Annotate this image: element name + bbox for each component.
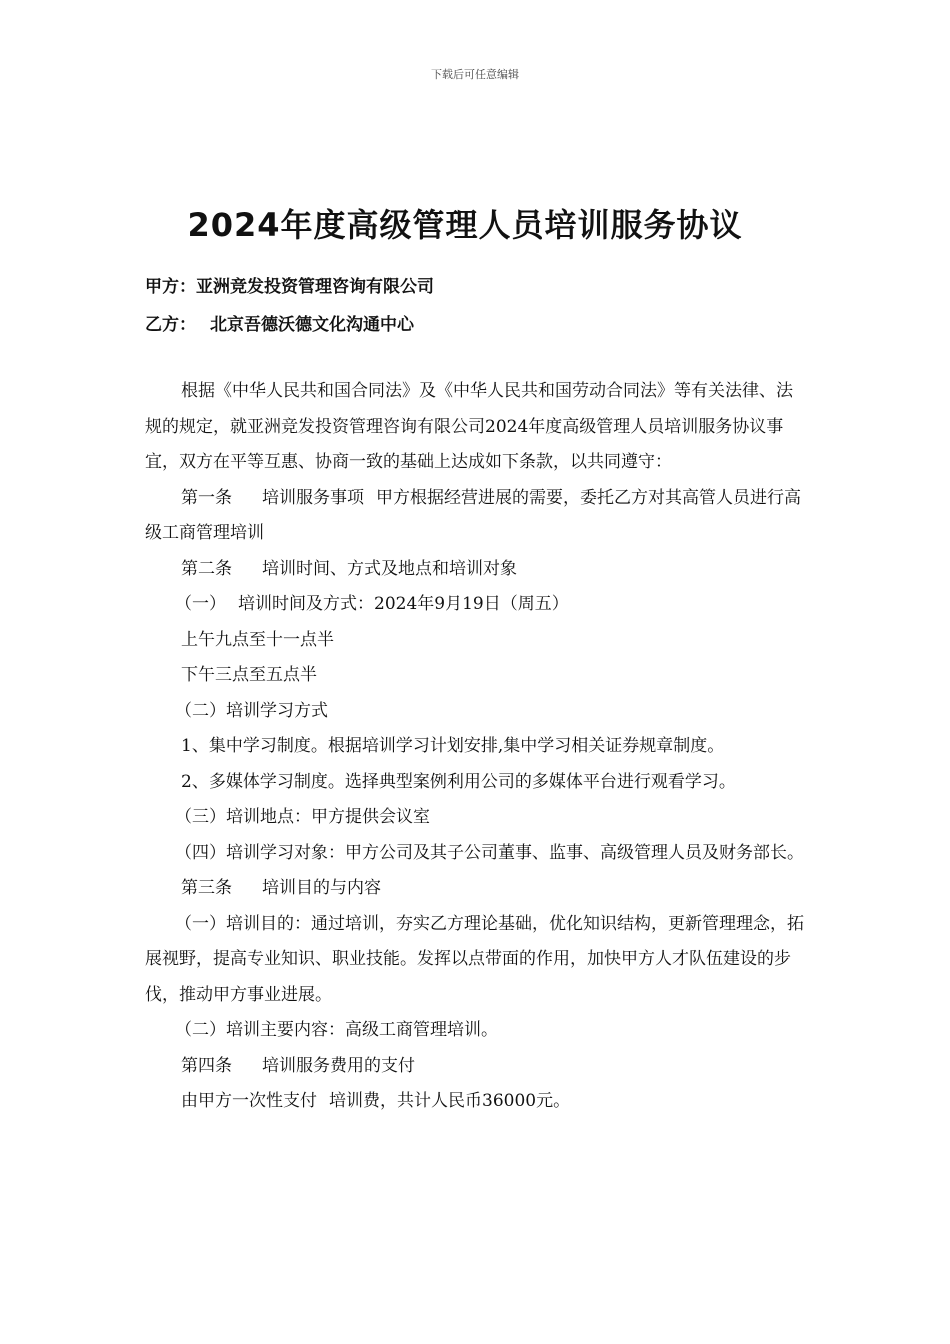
article-4-heading: 培训服务费用的支付 [262,1055,415,1076]
article-2-label: 第二条 [181,558,232,579]
article-4-payment-a: 由甲方一次性支付 [181,1091,317,1111]
party-a [145,272,434,297]
party-a-name: 亚洲竞发投资管理咨询有限公司 [196,277,434,297]
article-4-payment [145,1084,805,1120]
article-3 [145,871,805,907]
article-2-heading: 培训时间、方式及地点和培训对象 [262,558,517,579]
article-2-method-1: 1、集中学习制度。根据培训学习计划安排,集中学习相关证券规章制度。 [181,736,725,756]
article-2-afternoon: 下午三点至五点半 [181,665,317,685]
header-note: 下载后可任意编辑 [431,68,519,81]
article-2-audience: （四）培训学习对象：甲方公司及其子公司董事、监事、高级管理人员及财务部长。 [175,842,804,863]
article-2 [145,552,805,588]
party-a-label: 甲方： [145,277,196,297]
article-1-label: 第一条 [181,487,232,508]
party-b [145,310,414,335]
party-b-label: 乙方： [145,315,196,335]
article-1 [145,481,805,552]
article-2-time-text: 培训时间及方式：2024年9月19日（周五） [238,594,569,614]
preamble-paragraph: 根据《中华人民共和国合同法》及《中华人民共和国劳动合同法》等有关法律、法规的规定，就亚洲竞发投资管理咨询有限公司2024年度高级管理人员培训服务协议事宜，双方在平等互惠、协商一致的基础上达成如下条款，以共同遵守： [145,381,793,472]
article-2-method-heading: （二）培训学习方式 [175,700,328,721]
article-2-morning: 上午九点至十一点半 [181,629,334,650]
article-4 [145,1049,805,1085]
article-2-location: （三）培训地点：甲方提供会议室 [175,807,430,827]
article-1-heading: 培训服务事项 [262,487,364,508]
article-2-method-2: 2、多媒体学习制度。选择典型案例利用公司的多媒体平台进行观看学习。 [181,771,736,792]
article-3-heading: 培训目的与内容 [262,878,381,898]
article-4-label: 第四条 [181,1055,232,1076]
article-4-payment-b: 培训费，共计人民币36000元。 [329,1091,571,1111]
article-2-time-label: （一） [175,594,226,614]
article-1-text: 甲方根据经营进展的需要，委托乙方对其高管人员进行高级工商管理培训 [145,487,801,543]
article-3-label: 第三条 [181,878,232,898]
document-title: 2024年度高级管理人员培训服务协议 [187,206,743,244]
article-2-time [145,587,805,623]
article-3-purpose: （一）培训目的：通过培训，夯实乙方理论基础，优化知识结构，更新管理理念，拓展视野，提高专业知识、职业技能。发挥以点带面的作用，加快甲方人才队伍建设的步伐，推动甲方事业进展。 [145,913,804,1005]
article-3-content: （二）培训主要内容：高级工商管理培训。 [175,1020,498,1040]
document-body [145,374,805,1120]
party-b-name: 北京吾德沃德文化沟通中心 [210,315,414,335]
